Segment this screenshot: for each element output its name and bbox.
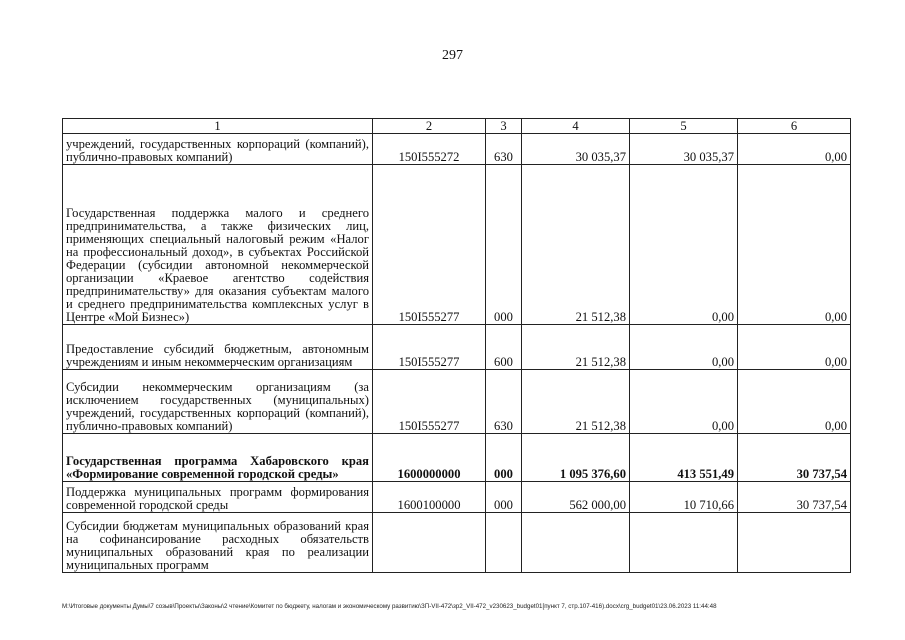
row-code: 150I555277 — [373, 325, 486, 370]
col-header-3: 3 — [486, 119, 522, 134]
col-header-5: 5 — [630, 119, 738, 134]
row-value-5: 10 710,66 — [630, 482, 738, 513]
table-row — [63, 482, 851, 513]
row-kvr: 630 — [486, 134, 522, 165]
col-header-2: 2 — [373, 119, 486, 134]
row-value-5: 413 551,49 — [630, 434, 738, 482]
row-value-4: 21 512,38 — [522, 325, 630, 370]
row-code — [373, 513, 486, 573]
row-name: Субсидии бюджетам муниципальных образований края на софинансирование расходных обязательств муниципальных образований края по реализации муниципальных программ — [63, 513, 373, 573]
col-header-1: 1 — [63, 119, 373, 134]
table-row — [63, 434, 851, 482]
row-value-4 — [522, 513, 630, 573]
row-value-4: 1 095 376,60 — [522, 434, 630, 482]
row-code: 150I555277 — [373, 370, 486, 434]
budget-table — [62, 118, 851, 573]
row-value-5 — [630, 513, 738, 573]
row-kvr: 000 — [486, 165, 522, 325]
page-number: 297 — [442, 48, 463, 63]
row-kvr: 000 — [486, 482, 522, 513]
col-header-4: 4 — [522, 119, 630, 134]
row-value-6: 0,00 — [738, 134, 851, 165]
row-kvr: 630 — [486, 370, 522, 434]
row-name: Субсидии некоммерческим организациям (за исключением государственных (муниципальных) учреждений, государственных корпораций (компаний), публично-правовых компаний) — [63, 370, 373, 434]
row-code: 150I555272 — [373, 134, 486, 165]
document-path-footer: M:\Итоговые документы Думы\7 созыв\Проекты\Законы\2 чтение\Комитет по бюджету, налогам и экономическому развитию\ЗП-VII-472\зр2_VII-472_v230623_budget01[пункт 7, стр.107-416).docx\crg_budget01\23.06.2023 11:44:48 — [62, 603, 717, 610]
row-code: 1600000000 — [373, 434, 486, 482]
table-row — [63, 325, 851, 370]
row-value-4: 562 000,00 — [522, 482, 630, 513]
row-name: Поддержка муниципальных программ формирования современной городской среды — [63, 482, 373, 513]
row-value-6: 30 737,54 — [738, 434, 851, 482]
row-kvr: 600 — [486, 325, 522, 370]
row-value-6: 30 737,54 — [738, 482, 851, 513]
row-value-4: 21 512,38 — [522, 165, 630, 325]
row-kvr — [486, 513, 522, 573]
table-row — [63, 165, 851, 325]
row-value-6: 0,00 — [738, 325, 851, 370]
row-name: Государственная программа Хабаровского края «Формирование современной городской среды» — [63, 434, 373, 482]
row-name: учреждений, государственных корпораций (компаний), публично-правовых компаний) — [63, 134, 373, 165]
row-value-5: 0,00 — [630, 165, 738, 325]
row-value-5: 30 035,37 — [630, 134, 738, 165]
row-value-4: 21 512,38 — [522, 370, 630, 434]
table-row — [63, 513, 851, 573]
row-name: Предоставление субсидий бюджетным, автономным учреждениям и иным некоммерческим организациям — [63, 325, 373, 370]
row-code: 150I555277 — [373, 165, 486, 325]
row-kvr: 000 — [486, 434, 522, 482]
row-value-6 — [738, 513, 851, 573]
row-value-6: 0,00 — [738, 370, 851, 434]
row-value-6: 0,00 — [738, 165, 851, 325]
table-row — [63, 134, 851, 165]
row-value-5: 0,00 — [630, 325, 738, 370]
col-header-6: 6 — [738, 119, 851, 134]
row-code: 1600100000 — [373, 482, 486, 513]
header-row — [63, 119, 851, 134]
row-value-4: 30 035,37 — [522, 134, 630, 165]
row-value-5: 0,00 — [630, 370, 738, 434]
row-name: Государственная поддержка малого и среднего предпринимательства, а также физических лиц, применяющих специальный налоговый режим «Налог на профессиональный доход», в субъектах Российской Федерации (субсидии автономной некоммерческой организации «Краевое агентство содействия предпринимательству» для оказания субъектам малого и среднего предпринимательства комплексных услуг в Центре «Мой Бизнес») — [63, 165, 373, 325]
table-row — [63, 370, 851, 434]
